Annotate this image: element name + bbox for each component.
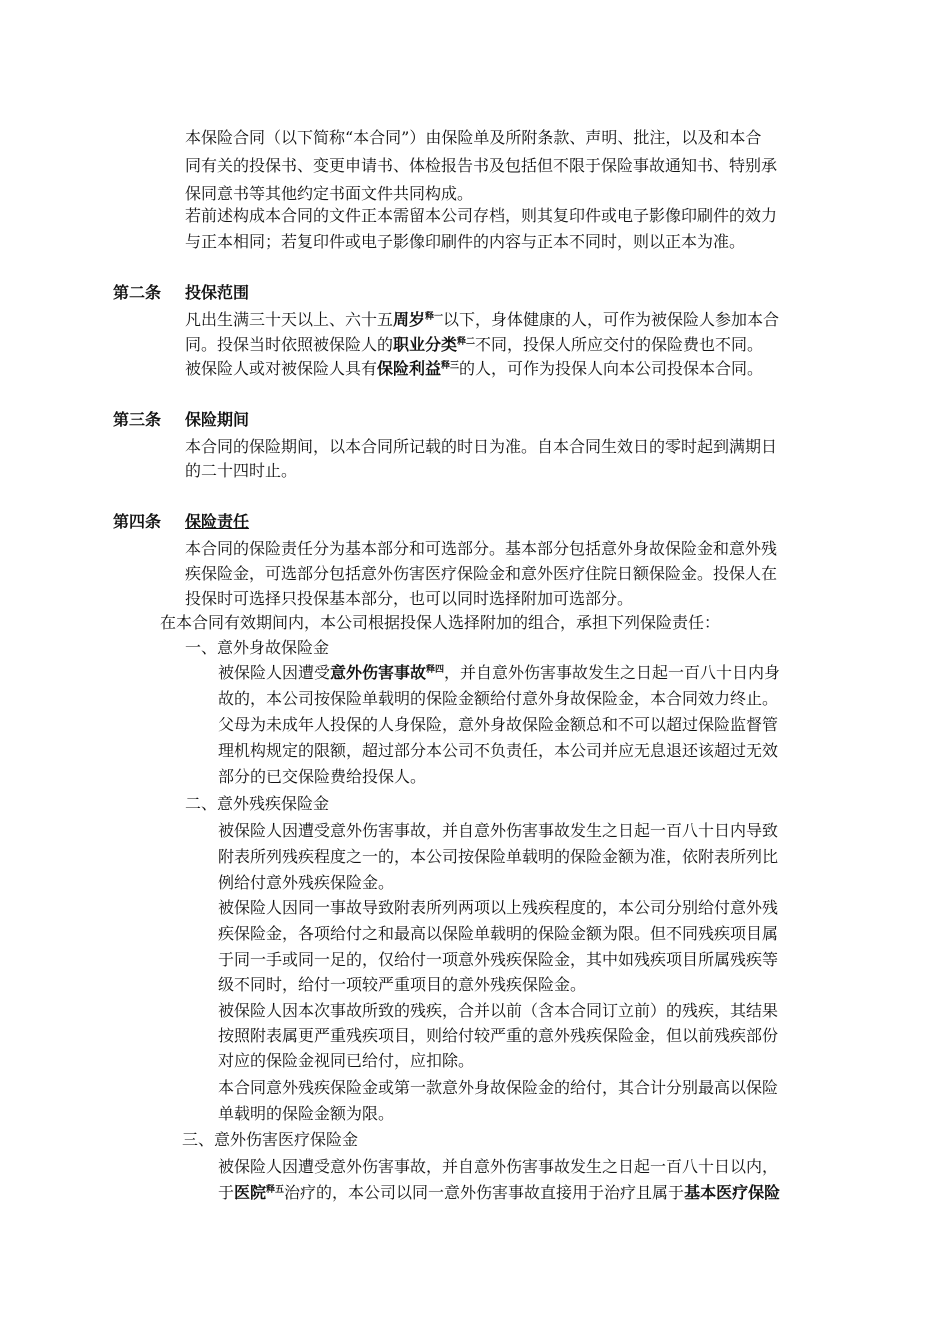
section-1-line-2: 故的，本公司按保险单载明的保险金额给付意外身故保险金，本合同效力终止。 bbox=[218, 689, 779, 708]
intro-line-3: 保同意书等其他约定书面文件共同构成。 bbox=[185, 184, 474, 203]
note-ref-5: 释五 bbox=[266, 1185, 285, 1195]
section-2-line-8: 被保险人因本次事故所致的残疾，合并以前（含本合同订立前）的残疾，其结果 bbox=[218, 1001, 779, 1020]
article-2-line-2: 同。投保当时依照被保险人的职业分类$^{释二}$不同，投保人所应交付的保险费也不同。 bbox=[185, 335, 764, 354]
article-4-line-1: 本合同的保险责任分为基本部分和可选部分。基本部分包括意外身故保险金和意外残 bbox=[185, 539, 778, 558]
section-1-line-1: 被保险人因遭受意外伤害事故$^{释四}$，并自意外伤害事故发生之日起一百八十日内身 bbox=[218, 663, 781, 682]
section-3-line-1: 被保险人因遭受意外伤害事故，并自意外伤害事故发生之日起一百八十日以内， bbox=[218, 1157, 779, 1176]
section-2-line-5: 疾保险金，各项给付之和最高以保险单载明的保险金额为限。但不同残疾项目属 bbox=[218, 924, 779, 943]
intro-line-5: 与正本相同；若复印件或电子影像印刷件的内容与正本不同时，则以正本为准。 bbox=[185, 232, 746, 251]
article-4-number: 第四条 bbox=[113, 512, 162, 531]
note-ref-2: 释二 bbox=[457, 337, 476, 347]
term-age: 周岁 bbox=[393, 310, 426, 329]
article-2-line-3: 被保险人或对被保险人具有保险利益$^{释三}$的人，可作为投保人向本公司投保本合同。 bbox=[185, 359, 764, 378]
section-1-line-4: 理机构规定的限额，超过部分本公司不负责任，本公司并应无息退还该超过无效 bbox=[218, 741, 779, 760]
article-4-line-4: 在本合同有效期间内，本公司根据投保人选择附加的组合，承担下列保险责任： bbox=[160, 613, 721, 632]
section-3-heading: 三、意外伤害医疗保险金 bbox=[182, 1130, 359, 1149]
section-1-heading: 一、意外身故保险金 bbox=[185, 638, 330, 657]
article-2-number: 第二条 bbox=[113, 283, 162, 302]
intro-line-4: 若前述构成本合同的文件正本需留本公司存档，则其复印件或电子影像印刷件的效力 bbox=[185, 206, 778, 225]
article-3-number: 第三条 bbox=[113, 410, 162, 429]
article-4-line-2: 疾保险金，可选部分包括意外伤害医疗保险金和意外医疗住院日额保险金。投保人在 bbox=[185, 564, 778, 583]
note-ref-3: 释三 bbox=[441, 361, 460, 371]
section-2-heading: 二、意外残疾保险金 bbox=[185, 794, 330, 813]
section-2-line-3: 例给付意外残疾保险金。 bbox=[218, 873, 395, 892]
article-2-line-1: 凡出生满三十天以上、六十五周岁$^{释一}$以下，身体健康的人，可作为被保险人参加本合 bbox=[185, 310, 780, 329]
section-2-line-10: 对应的保险金视同已给付，应扣除。 bbox=[218, 1051, 475, 1070]
intro-line-1: 本保险合同（以下简称“本合同”）由保险单及所附条款、声明、批注，以及和本合 bbox=[185, 128, 762, 147]
article-3-line-2: 的二十四时止。 bbox=[185, 461, 298, 480]
note-ref-1: 释一 bbox=[425, 312, 444, 322]
term-hospital: 医院 bbox=[234, 1183, 267, 1202]
intro-line-2: 同有关的投保书、变更申请书、体检报告书及包括但不限于保险事故通知书、特别承 bbox=[185, 156, 778, 175]
section-2-line-6: 于同一手或同一足的，仅给付一项意外残疾保险金，其中如残疾项目所属残疾等 bbox=[218, 950, 779, 969]
term-occupation-class: 职业分类 bbox=[393, 335, 458, 354]
section-1-line-3: 父母为未成年人投保的人身保险，意外身故保险金额总和不可以超过保险监督管 bbox=[218, 715, 779, 734]
section-2-line-2: 附表所列残疾程度之一的，本公司按保险单载明的保险金额为准，依附表所列比 bbox=[218, 847, 779, 866]
section-2-line-11: 本合同意外残疾保险金或第一款意外身故保险金的给付，其合计分别最高以保险 bbox=[218, 1078, 779, 1097]
section-2-line-12: 单载明的保险金额为限。 bbox=[218, 1104, 395, 1123]
term-insurable-interest: 保险利益 bbox=[377, 359, 442, 378]
term-accident: 意外伤害事故 bbox=[330, 663, 427, 682]
article-3-title: 保险期间 bbox=[185, 410, 250, 429]
section-3-line-2: 于医院$^{释五}$治疗的，本公司以同一意外伤害事故直接用于治疗且属于基本医疗保险 bbox=[218, 1183, 781, 1202]
note-ref-4: 释四 bbox=[426, 665, 445, 675]
section-2-line-4: 被保险人因同一事故导致附表所列两项以上残疾程度的，本公司分别给付意外残 bbox=[218, 898, 779, 917]
section-2-line-7: 级不同时，给付一项较严重项目的意外残疾保险金。 bbox=[218, 975, 587, 994]
article-2-title: 投保范围 bbox=[185, 283, 250, 302]
term-basic-medical-insurance: 基本医疗保险 bbox=[684, 1183, 781, 1202]
section-2-line-1: 被保险人因遭受意外伤害事故，并自意外伤害事故发生之日起一百八十日内导致 bbox=[218, 821, 779, 840]
article-4-line-3: 投保时可选择只投保基本部分，也可以同时选择附加可选部分。 bbox=[185, 589, 634, 608]
section-2-line-9: 按照附表属更严重残疾项目，则给付较严重的意外残疾保险金，但以前残疾部份 bbox=[218, 1026, 779, 1045]
article-4-title: 保险责任 bbox=[185, 512, 250, 531]
section-1-line-5: 部分的已交保险费给投保人。 bbox=[218, 767, 427, 786]
article-3-line-1: 本合同的保险期间，以本合同所记载的时日为准。自本合同生效日的零时起到满期日 bbox=[185, 437, 778, 456]
